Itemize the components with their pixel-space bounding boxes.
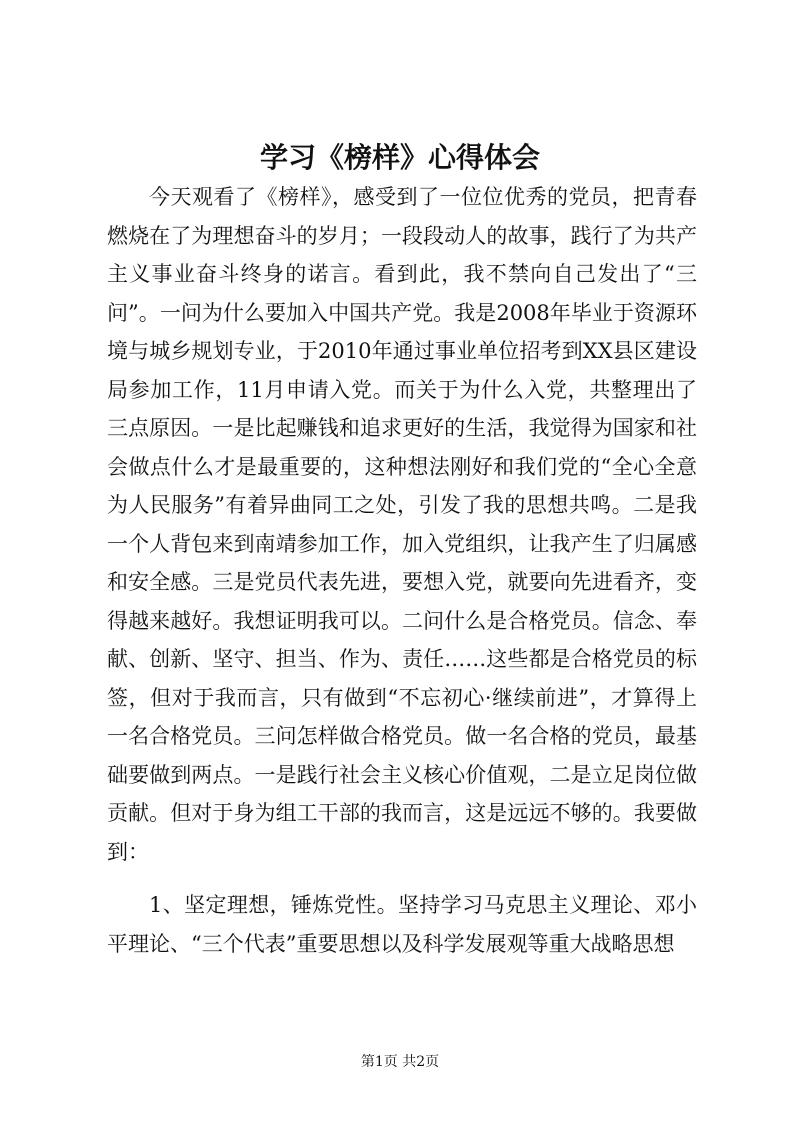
paragraph: 1、坚定理想，锤炼党性。坚持学习马克思主义理论、邓小平理论、“三个代表”重要思想以及科学发展观等重大战略思想: [107, 893, 697, 956]
page-footer: 第1页 共2页: [360, 1054, 440, 1070]
paragraph: 今天观看了《榜样》，感受到了一位位优秀的党员，把青春燃烧在了为理想奋斗的岁月；一段段动人的故事，践行了为共产主义事业奋斗终身的诺言。看到此，我不禁向自己发出了“三问”。一问为什么要加入中国共产党。我是2008年毕业于资源环境与城乡规划专业，于2010年通过事业单位招考到XX县区建设局参加工作，11月申请入党。而关于为什么入党，共整理出了三点原因。一是比起赚钱和追求更好的生活，我觉得为国家和社会做点什么才是最重要的，这种想法刚好和我们党的“全心全意为人民服务”有着异曲同工之处，引发了我的思想共鸣。二是我一个人背包来到南靖参加工作，加入党组织，让我产生了归属感和安全感。三是党员代表先进，要想入党，就要向先进看齐，变得越来越好。我想证明我可以。二问什么是合格党员。信念、奉献、创新、坚守、担当、作为、责任……这些都是合格党员的标签，但对于我而言，只有做到“不忘初心·继续前进”，才算得上一名合格党员。三问怎样做合格党员。做一名合格的党员，最基础要做到两点。一是践行社会主义核心价值观，二是立足岗位做贡献。但对于身为组工干部的我而言，这是远远不够的。我要做到：: [107, 185, 697, 864]
page-title: 学习《榜样》心得体会: [259, 141, 540, 174]
document-body: [107, 178, 697, 963]
